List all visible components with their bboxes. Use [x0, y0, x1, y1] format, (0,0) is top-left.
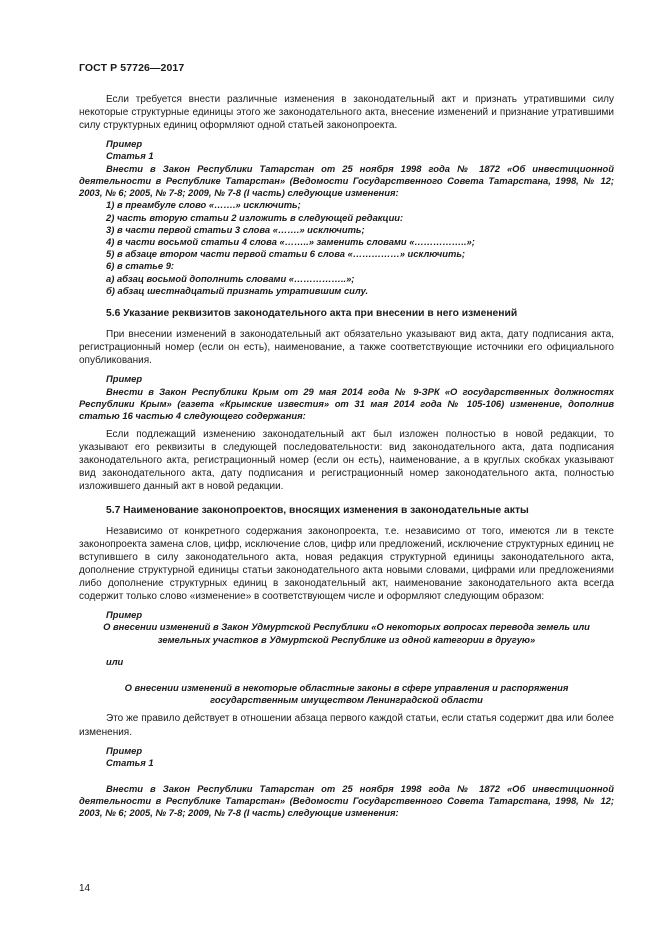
intro-paragraph: Если требуется внести различные изменения в законодательный акт и признать утратившими силу некоторые структурные единицы этого же законодательного акта, внесение изменений и признание утратившими силу структурных единиц оформляют одной статьей законопроекта.: [79, 94, 614, 132]
section-5-7-paragraph-2: Это же правило действует в отношении абзаца первого каждой статьи, если статья содержит два или более изменения.: [79, 713, 614, 738]
example-text: Внести в Закон Республики Крым от 29 мая 2014 года № 9-ЗРК «О государственных должностях Республики Крым» (газета «Крымские известия» от 31 мая 2014 года № 105-106) изменение, дополнив статью 16 частью 4 следующего содержания:: [79, 385, 614, 421]
section-heading-5-7: 5.7 Наименование законопроектов, вносящих изменения в законодательные акты: [106, 504, 529, 516]
list-item: 4) в части восьмой статьи 4 слова «……..» заменить словами «……………..»;: [106, 235, 475, 247]
example-block-2: [79, 373, 614, 422]
example-label: Пример: [106, 744, 143, 756]
document-body: [79, 93, 614, 820]
example-law-title-2: О внесении изменений в некоторые областные законы в сфере управления и распоряжения государственным имуществом Ленинградской области: [124, 682, 569, 706]
standard-header: ГОСТ Р 57726—2017: [79, 62, 185, 74]
list-item: 5) в абзаце втором части первой статьи 6 слова «……………» исключить;: [106, 248, 466, 260]
example-block-1: [79, 138, 614, 297]
list-item: 2) часть вторую статьи 2 изложить в следующей редакции:: [106, 211, 404, 223]
list-item: 6) в статье 9:: [106, 260, 175, 272]
list-item: б) абзац шестнадцатый признать утратившим силу.: [106, 284, 369, 296]
example-label: Пример: [106, 609, 143, 621]
example-law-title-1: О внесении изменений в Закон Удмуртской Республики «О некоторых вопросах перевода земель или земельных участков в Удмуртской Республике из одной категории в другую»: [103, 621, 590, 645]
section-heading-5-6: 5.6 Указание реквизитов законодательного акта при внесении в него изменений: [106, 307, 518, 319]
list-item: 1) в преамбуле слово «…….» исключить;: [106, 199, 301, 211]
example-block-3: [79, 609, 614, 706]
example-label: Пример: [106, 138, 143, 150]
section-5-6-paragraph-2: Если подлежащий изменению законодательный акт был изложен полностью в новой редакции, то указывают его реквизиты в следующей последовательности: вид законодательного акта, дата подписания законодательного акта, регистрационный номер (если он есть), наименование, а в круглых скобках указывают вид законодательного акта, дату подписания и регистрационный номер законодательного акта, полностью изложившего данный акт в новой редакции.: [79, 429, 614, 493]
example-article: Статья 1: [106, 150, 154, 162]
example-or: или: [106, 655, 124, 667]
example-block-4: [79, 745, 614, 820]
example-text: Внести в Закон Республики Татарстан от 25 ноября 1998 года № 1872 «Об инвестиционной деятельности в Республике Татарстан» (Ведомости Государственного Совета Татарстана, 1998, № 12; 2003, № 6; 2005, № 7-8; 2009, № 7-8 (I часть) следующие изменения:: [79, 783, 614, 819]
section-5-7-paragraph-1: Независимо от конкретного содержания законопроекта, т.е. независимо от того, имеются ли в тексте законопроекта замена слов, цифр, исключение слов, цифр или предложений, исключение структурных единиц не вступившего в силу законодательного акта, новая редакция структурной единицы законодательного акта, дополнение структурной единицы статьи законодательного акта новыми словами, цифрами или предложениями либо дополнение структурных единиц в законодательный акт, наименование законодательного акта всегда содержит только слово «изменение» в соответствующем числе и оформляют следующим образом:: [79, 525, 614, 603]
page-number: 14: [79, 883, 91, 894]
list-item: а) абзац восьмой дополнить словами «……………..»;: [106, 272, 355, 284]
section-5-6-paragraph-1: При внесении изменений в законодательный акт обязательно указывают вид акта, дату подписания акта, регистрационный номер (если он есть), наименование, а также соответствующие источники его официального опубликования.: [79, 329, 614, 367]
list-item: 3) в части первой статьи 3 слова «…….» исключить;: [106, 223, 365, 235]
example-intro: Внести в Закон Республики Татарстан от 25 ноября 1998 года № 1872 «Об инвестиционной деятельности в Республике Татарстан» (Ведомости Государственного Совета Татарстана, 1998, № 12; 2003, № 6; 2005, № 7-8; 2009, № 7-8 (I часть) следующие изменения:: [79, 162, 614, 199]
example-article: Статья 1: [106, 756, 154, 768]
example-label: Пример: [106, 373, 143, 385]
